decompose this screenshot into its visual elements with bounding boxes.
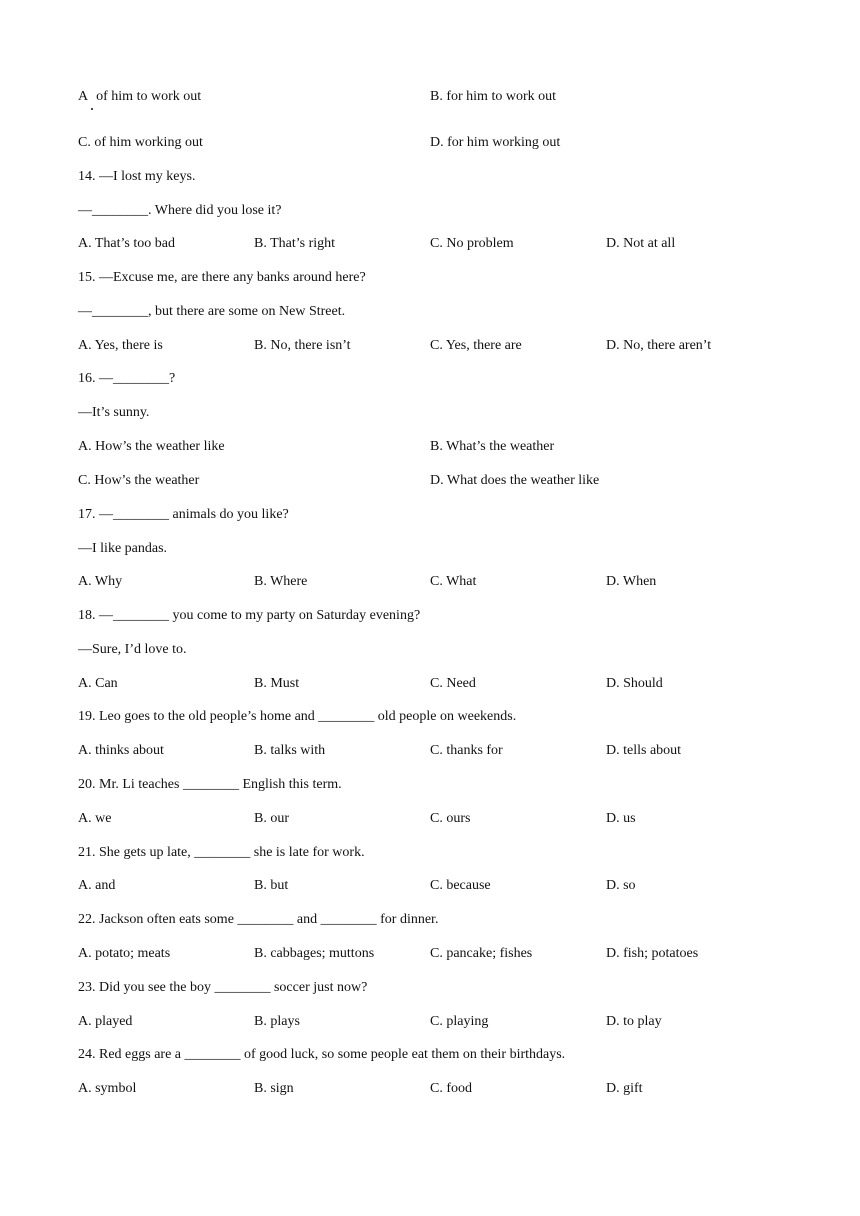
question-15-response: —________, but there are some on New Street. bbox=[78, 304, 346, 319]
question-18-options bbox=[78, 675, 798, 693]
question-18-stem: 18. —________ you come to my party on Saturday evening? bbox=[78, 608, 421, 623]
option-a: A. How’s the weather like bbox=[78, 439, 225, 454]
option-c: C. Yes, there are bbox=[430, 338, 522, 353]
option-b: B. our bbox=[254, 811, 289, 826]
q13-options-row-1 bbox=[78, 88, 798, 106]
question-15-options bbox=[78, 337, 798, 355]
option-b: B. No, there isn’t bbox=[254, 338, 351, 353]
option-b: B. Where bbox=[254, 574, 308, 589]
option-a bbox=[78, 88, 201, 106]
option-c: C. No problem bbox=[430, 236, 514, 251]
option-d: D. tells about bbox=[606, 743, 682, 758]
option-letter: A bbox=[78, 89, 89, 104]
option-c: C. Need bbox=[430, 676, 476, 691]
option-b: B. That’s right bbox=[254, 236, 336, 251]
option-a: A. potato; meats bbox=[78, 946, 171, 961]
option-d: D. gift bbox=[606, 1081, 643, 1096]
option-b: B. plays bbox=[254, 1014, 300, 1029]
question-23-options bbox=[78, 1013, 798, 1031]
question-22-stem: 22. Jackson often eats some ________ and ________ for dinner. bbox=[78, 912, 439, 927]
question-16-response: —It’s sunny. bbox=[78, 405, 150, 420]
question-17-response: —I like pandas. bbox=[78, 541, 168, 556]
question-18-response: —Sure, I’d love to. bbox=[78, 642, 187, 657]
option-b: B. Must bbox=[254, 676, 300, 691]
question-21-stem: 21. She gets up late, ________ she is late for work. bbox=[78, 845, 365, 860]
question-24-options bbox=[78, 1080, 798, 1098]
option-b: B. but bbox=[254, 878, 289, 893]
option-a: A. played bbox=[78, 1014, 133, 1029]
option-d: D. fish; potatoes bbox=[606, 946, 699, 961]
option-text: of him to work out bbox=[96, 89, 202, 104]
question-17-stem: 17. —________ animals do you like? bbox=[78, 507, 289, 522]
option-d: D. to play bbox=[606, 1014, 662, 1029]
option-c: C. because bbox=[430, 878, 491, 893]
option-c: C. ours bbox=[430, 811, 471, 826]
option-d: D. for him working out bbox=[430, 135, 561, 150]
question-16-options-row-2 bbox=[78, 472, 798, 490]
question-14-response: —________. Where did you lose it? bbox=[78, 203, 282, 218]
question-15-stem: 15. —Excuse me, are there any banks around here? bbox=[78, 270, 366, 285]
option-a: A. Yes, there is bbox=[78, 338, 163, 353]
option-c: C. of him working out bbox=[78, 135, 203, 150]
question-24-stem: 24. Red eggs are a ________ of good luck, so some people eat them on their birthdays. bbox=[78, 1047, 566, 1062]
option-c: C. thanks for bbox=[430, 743, 503, 758]
option-c: C. How’s the weather bbox=[78, 473, 200, 488]
option-a: A. symbol bbox=[78, 1081, 137, 1096]
option-a: A. Why bbox=[78, 574, 123, 589]
option-d: D. us bbox=[606, 811, 636, 826]
question-14-stem: 14. —I lost my keys. bbox=[78, 169, 196, 184]
question-16-options-row-1 bbox=[78, 438, 798, 456]
stray-dot bbox=[91, 108, 93, 110]
question-21-options bbox=[78, 877, 798, 895]
option-d: D. Should bbox=[606, 676, 663, 691]
question-22-options bbox=[78, 945, 798, 963]
option-d: D. No, there aren’t bbox=[606, 338, 712, 353]
option-c: C. playing bbox=[430, 1014, 489, 1029]
option-b: B. talks with bbox=[254, 743, 326, 758]
option-b: B. sign bbox=[254, 1081, 294, 1096]
question-20-options bbox=[78, 810, 798, 828]
question-17-options bbox=[78, 573, 798, 591]
q13-options-row-2 bbox=[78, 134, 798, 152]
option-b: B. What’s the weather bbox=[430, 439, 555, 454]
question-16-stem: 16. —________? bbox=[78, 371, 176, 386]
question-20-stem: 20. Mr. Li teaches ________ English this term. bbox=[78, 777, 342, 792]
question-19-stem: 19. Leo goes to the old people’s home and ________ old people on weekends. bbox=[78, 709, 517, 724]
option-a: A. thinks about bbox=[78, 743, 164, 758]
option-a: A. Can bbox=[78, 676, 118, 691]
option-d: D. Not at all bbox=[606, 236, 676, 251]
option-b: B. for him to work out bbox=[430, 89, 556, 104]
option-a: A. That’s too bad bbox=[78, 236, 175, 251]
option-c: C. food bbox=[430, 1081, 472, 1096]
option-d: D. so bbox=[606, 878, 636, 893]
option-c: C. What bbox=[430, 574, 477, 589]
option-a: A. we bbox=[78, 811, 112, 826]
option-d: D. When bbox=[606, 574, 657, 589]
question-23-stem: 23. Did you see the boy ________ soccer just now? bbox=[78, 980, 368, 995]
question-14-options bbox=[78, 235, 798, 253]
option-d: D. What does the weather like bbox=[430, 473, 600, 488]
option-c: C. pancake; fishes bbox=[430, 946, 533, 961]
option-b: B. cabbages; muttons bbox=[254, 946, 375, 961]
question-19-options bbox=[78, 742, 798, 760]
option-a: A. and bbox=[78, 878, 116, 893]
